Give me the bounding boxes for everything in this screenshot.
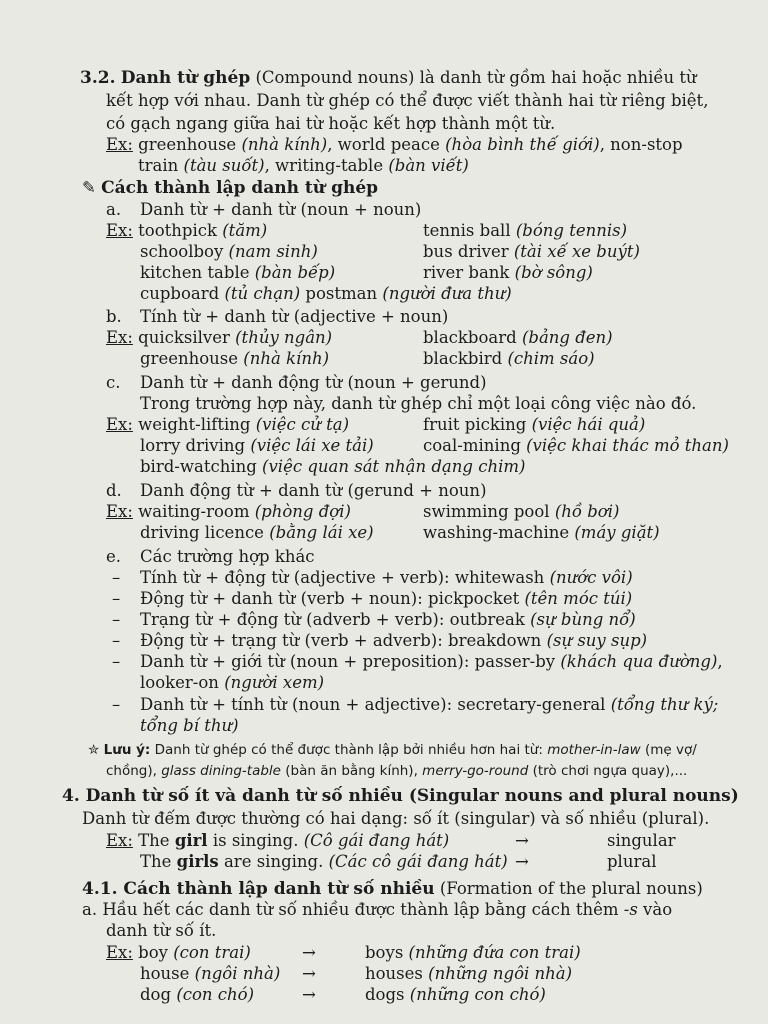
section4-ex1: Ex: The girl is singing. (Cô gái đang hát): [106, 831, 450, 850]
section-title: Danh từ ghép: [120, 68, 251, 88]
item-d: d.: [106, 481, 122, 500]
sec32-example2: train (tàu suốt), writing-table (bàn viết): [138, 156, 469, 175]
item-a-row1: Ex: toothpick (tăm): [106, 221, 268, 240]
sec32-line1: 3.2. Danh từ ghép (Compound nouns) là danh từ gồm hai hoặc nhiều từ: [80, 68, 697, 88]
item-a: a.: [106, 200, 122, 219]
plural-row3: dog (con chó): [140, 985, 255, 1004]
item-b: b.: [106, 307, 122, 326]
item-e-1: Tính từ + động từ (adjective + verb): whitewash (nước vôi): [140, 568, 633, 587]
section4-ex2: The girls are singing. (Các cô gái đang hát): [140, 852, 508, 871]
item-e-6: Danh từ + tính từ (noun + adjective): secretary-general (tổng thư ký;: [140, 695, 719, 714]
item-d-row1: Ex: waiting-room (phòng đợi): [106, 502, 351, 521]
arrow-icon: →: [302, 985, 316, 1004]
arrow-icon: →: [302, 964, 316, 983]
item-d-row2: driving licence (bằng lái xe): [140, 523, 374, 542]
item-b-row1: Ex: quicksilver (thủy ngân): [106, 328, 333, 347]
item-e-3: Trạng từ + động từ (adverb + verb): outbreak (sự bùng nổ): [140, 610, 636, 629]
section4-desc: Danh từ đếm được thường có hai dạng: số ít (singular) và số nhiều (plural).: [82, 809, 710, 828]
star-icon: ✮: [88, 742, 100, 758]
item-e-2: Động từ + danh từ (verb + noun): pickpocket (tên móc túi): [140, 589, 633, 608]
item-c: c.: [106, 373, 121, 392]
item-e-6b: tổng bí thư): [140, 716, 239, 735]
section41-title: 4.1. Cách thành lập danh từ số nhiều (Formation of the plural nouns): [82, 879, 703, 899]
section41-a1: a. Hầu hết các danh từ số nhiều được thành lập bằng cách thêm -s vào: [82, 900, 673, 919]
sec32-line2: kết hợp với nhau. Danh từ ghép có thể được viết thành hai từ riêng biệt,: [106, 91, 709, 110]
note-line1: ✮ Lưu ý: Danh từ ghép có thể được thành lập bởi nhiều hơn hai từ: mother-in-law (mẹ vợ/: [88, 742, 697, 758]
item-e-4: Động từ + trạng từ (verb + adverb): breakdown (sự suy sụp): [140, 631, 648, 650]
arrow-icon: →: [302, 943, 316, 962]
pencil-icon: ✎: [82, 178, 96, 197]
formation-heading: ✎ Cách thành lập danh từ ghép: [82, 178, 379, 198]
item-e-5: Danh từ + giới từ (noun + preposition): passer-by (khách qua đường),: [140, 652, 723, 671]
arrow-icon: →: [515, 831, 529, 850]
plural-row2: house (ngôi nhà): [140, 964, 281, 983]
item-c-row2: lorry driving (việc lái xe tải): [140, 436, 374, 455]
item-a-row3: kitchen table (bàn bếp): [140, 263, 336, 282]
item-e-5b: looker-on (người xem): [140, 673, 325, 692]
plural-row1: Ex: boy (con trai): [106, 943, 251, 962]
item-c-row1: Ex: weight-lifting (việc cử tạ): [106, 415, 350, 434]
section4-title: 4. Danh từ số ít và danh từ số nhiều (Singular nouns and plural nouns): [62, 786, 739, 806]
item-a-row4: cupboard (tủ chạn) postman (người đưa thư): [140, 284, 512, 303]
item-b-row2: greenhouse (nhà kính): [140, 349, 330, 368]
section41-a2: danh từ số ít.: [106, 921, 217, 940]
item-e: e.: [106, 547, 122, 566]
section-number: 3.2.: [80, 68, 116, 88]
note-line2: chồng), glass dining-table (bàn ăn bằng kính), merry-go-round (trò chơi ngựa quay),...: [106, 763, 688, 779]
arrow-icon: →: [515, 852, 529, 871]
document-page: 3.2. Danh từ ghép (Compound nouns) là danh từ gồm hai hoặc nhiều từ kết hợp với nhau. Danh từ ghép có thể được viết thành hai từ riêng biệt, có gạch ngang giữa hai từ hoặc kết hợp thành một từ. Ex: greenhouse (nhà kính), world peace (hòa bình thế giới), non-stop train (tàu suốt), writing-table (bàn viết) ✎ Cách thành lập danh từ ghép a. Danh từ + danh từ (noun + noun) Ex: toothpick (tăm) tennis ball (bóng tennis) schoolboy (nam sinh) bus driver (tài xế xe buýt) kitchen table (bàn bếp) river bank (bờ sông) cupboard (tủ chạn) postman (người đưa thư) b. Tính từ + danh từ (adjective + noun) Ex: quicksilver (thủy ngân) blackboard (bảng đen) greenhouse (nhà kính) blackbird (chim sáo) c. Danh từ + danh động từ (noun + gerund) Trong trường hợp này, danh từ ghép chỉ một loại công việc nào đó. Ex: weight-lifting (việc cử tạ) fruit picking (việc hái quả) lorry driving (việc lái xe tải) coal-mining (việc khai thác mỏ than) bird-watching (việc quan sát nhận dạng chim) d. Danh động từ + danh từ (gerund + noun) Ex: waiting-room (phòng đợi) swimming pool (hồ bơi) driving licence (bằng lái xe) washing-machine (máy giặt) e. Các trường hợp khác – Tính từ + động từ (adjective + verb): whitewash (nước vôi) – Động từ + danh từ (verb + noun): pickpocket (tên móc túi) – Trạng từ + động từ (adverb + verb): outbreak (sự bùng nổ) – Động từ + trạng từ (verb + adverb): breakdown (sự suy sụp) – Danh từ + giới từ (noun + preposition): passer-by (khách qua đường), looker-on (người xem) – Danh từ + tính từ (noun + adjective): secretary-general (tổng thư ký; tổng bí thư) ✮ Lưu ý: Danh từ ghép có thể được thành lập bởi nhiều hơn hai từ: mother-in-law (mẹ vợ/ chồng), glass dining-table (bàn ăn bằng kính), merry-go-round (trò chơi ngựa quay),... 4. Danh từ số ít và danh từ số nhiều (Singular nouns and plural nouns) Danh từ đếm được thường có hai dạng: số ít (singular) và số nhiều (plural). Ex: The girl is singing. (Cô gái đang hát) → singular The girls are singing. (Các cô gái đang hát) → plural 4.1. Cách thành lập danh từ số nhiều (Formation of the plural nouns) a. Hầu hết các danh từ số nhiều được thành lập bằng cách thêm -s vào danh từ số ít. Ex: boy (con trai) → boys (những đứa con trai) house (ngôi nhà) → houses (những ngôi nhà) dog (con chó) → dogs (những con chó): [62, 68, 739, 1004]
item-c-desc: Trong trường hợp này, danh từ ghép chỉ một loại công việc nào đó.: [140, 394, 697, 413]
sec32-example1: Ex: greenhouse (nhà kính), world peace (hòa bình thế giới), non-stop: [106, 135, 683, 154]
item-c-row3: bird-watching (việc quan sát nhận dạng chim): [140, 457, 526, 476]
item-a-row2: schoolboy (nam sinh): [140, 242, 318, 261]
sec32-line3: có gạch ngang giữa hai từ hoặc kết hợp thành một từ.: [106, 114, 556, 133]
